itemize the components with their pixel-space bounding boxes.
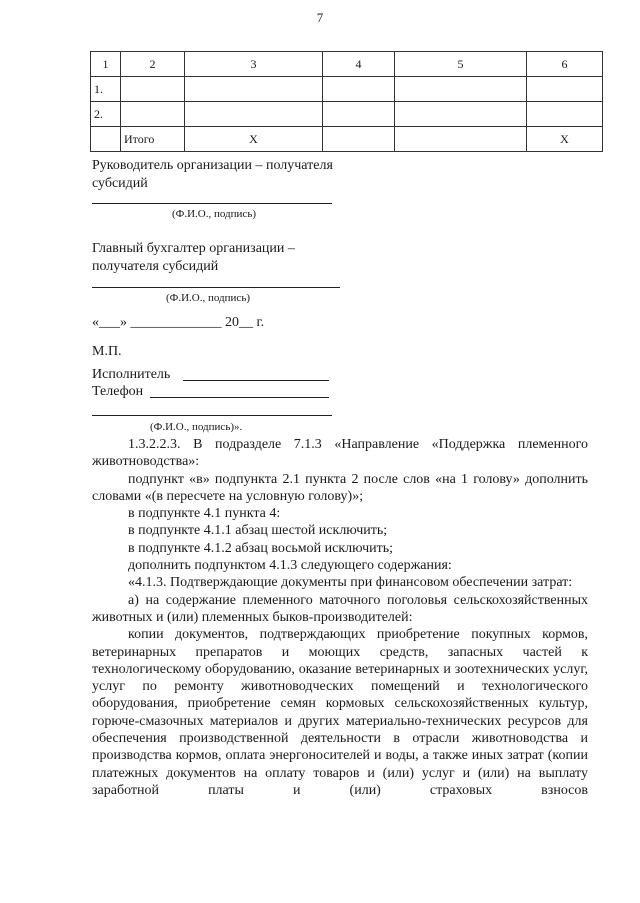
accountant-title-line2: получателя субсидий [92, 259, 219, 274]
paragraph: подпункт «в» подпункта 2.1 пункта 2 после слов «на 1 голову» дополнить словами «(в пересчете на условную голову)»; [92, 471, 588, 504]
table-cell [395, 102, 527, 127]
table-cell: 2. [91, 102, 121, 127]
table-header-cell: 3 [185, 52, 323, 77]
head-signature-rule [92, 203, 332, 204]
stamp-place: М.П. [92, 344, 122, 359]
paragraph: в подпункте 4.1.2 абзац восьмой исключить; [128, 540, 393, 556]
table-cell [395, 77, 527, 102]
table-cell: Х [185, 127, 323, 152]
table-header-cell: 6 [527, 52, 603, 77]
table-cell [323, 127, 395, 152]
table-header-cell: 4 [323, 52, 395, 77]
accountant-signature-caption: (Ф.И.О., подпись) [166, 292, 250, 304]
summary-table [90, 51, 603, 152]
table-cell [121, 77, 185, 102]
head-title-line2: субсидий [92, 176, 148, 191]
table-row [91, 102, 603, 127]
table-cell [527, 77, 603, 102]
table-header-cell: 2 [121, 52, 185, 77]
paragraph: копии документов, подтверждающих приобретение покупных кормов, ветеринарных препаратов и моющих средств, запасных частей к технологическому оборудованию, оказание ветеринарных и зоотехнических услуг, услуг по ремонту животноводческих помещений и технологического оборудования, приобретение семян кормовых сельскохозяйственных культур, горюче-смазочных материалов и других материально-технических ресурсов для обеспечения производственной деятельности в отрасли животноводства и производства кормов, оплата энергоносителей и воды, а также иных затрат (копии платежных документов на оплату товаров и (или) услуг и (или) на выплату заработной платы и (или) страховых взносов [92, 627, 588, 798]
amendment-text [92, 436, 588, 799]
phone-label: Телефон [92, 384, 144, 399]
paragraph: 1.3.2.2.3. В подразделе 7.1.3 «Направление «Поддержка племенного животноводства»: [92, 437, 588, 470]
phone-rule [150, 397, 329, 398]
table-total-row [91, 127, 603, 152]
executor-signature-caption: (Ф.И.О., подпись)». [150, 421, 243, 433]
paragraph: в подпункте 4.1.1 абзац шестой исключить; [128, 523, 388, 539]
page-number: 7 [316, 10, 324, 25]
paragraph: а) на содержание племенного маточного поголовья сельскохозяйственных животных и (или) племенных быков-производителей: [92, 592, 588, 625]
table-row [91, 77, 603, 102]
accountant-signature-rule [92, 287, 340, 288]
table-header-cell: 5 [395, 52, 527, 77]
table-cell [91, 127, 121, 152]
executor-signature-rule [92, 415, 332, 416]
paragraph: дополнить подпунктом 4.1.3 следующего содержания: [128, 558, 452, 574]
table-cell: Х [527, 127, 603, 152]
table-cell: Итого [121, 127, 185, 152]
signature-date: «___» _____________ 20__ г. [92, 315, 265, 330]
head-title-line1: Руководитель организации – получателя [92, 158, 333, 173]
executor-rule [183, 380, 329, 381]
table-header-row [91, 52, 603, 77]
paragraph: в подпункте 4.1 пункта 4: [128, 506, 281, 522]
paragraph: «4.1.3. Подтверждающие документы при финансовом обеспечении затрат: [128, 575, 573, 591]
accountant-title-line1: Главный бухгалтер организации – [92, 241, 295, 256]
table-cell [121, 102, 185, 127]
table-cell [185, 77, 323, 102]
table-cell [323, 102, 395, 127]
table-header-cell: 1 [91, 52, 121, 77]
table-cell [185, 102, 323, 127]
table-cell: 1. [91, 77, 121, 102]
head-signature-caption: (Ф.И.О., подпись) [172, 208, 256, 220]
executor-label: Исполнитель [92, 367, 171, 382]
table-cell [395, 127, 527, 152]
table-cell [527, 102, 603, 127]
table-cell [323, 77, 395, 102]
